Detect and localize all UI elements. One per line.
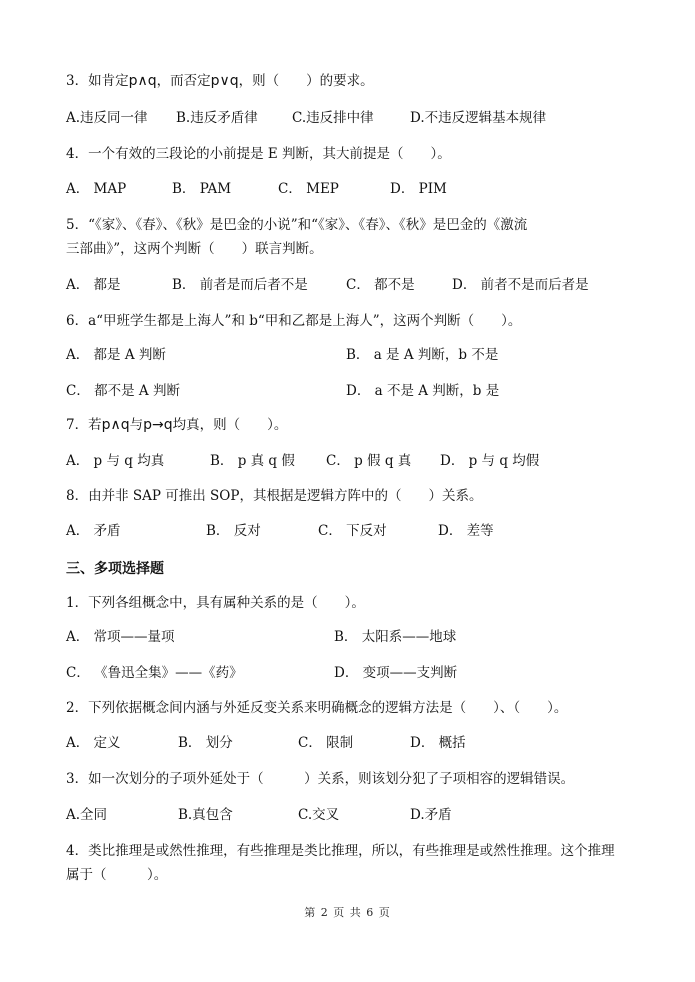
logic-expression: p∧q (128, 73, 157, 89)
multi-question-2-stem: 2．下列依据概念间内涵与外延反变关系来明确概念的逻辑方法是（ ）、（ ）。 (66, 700, 568, 716)
question-8-stem: 8．由并非 SAP 可推出 SOP，其根据是逻辑方阵中的（ ）关系。 (66, 488, 483, 504)
logic-expression: p→q (143, 417, 173, 433)
option-c: C． 都不是 A 判断 (66, 383, 180, 399)
option-a: A． 常项——量项 (66, 629, 175, 645)
option-b: B.违反矛盾律 (176, 110, 258, 126)
option-c: C.违反排中律 (292, 110, 374, 126)
option-c: C． MEP (278, 181, 339, 197)
section-title: 三、多项选择题 (66, 561, 164, 577)
option-a: A． 定义 (66, 735, 121, 751)
multi-question-3-stem: 3．如一次划分的子项外延处于（ ）关系，则该划分犯了子项相容的逻辑错误。 (66, 771, 575, 787)
option-c: C． 限制 (298, 735, 354, 751)
option-c: C.交叉 (298, 807, 340, 823)
option-d: D． 概括 (410, 735, 466, 751)
option-d: D． p 与 q 均假 (440, 453, 540, 469)
option-d: D.不违反逻辑基本规律 (410, 110, 547, 126)
option-a: A． MAP (66, 181, 127, 197)
option-b: B.真包含 (178, 807, 233, 823)
option-b: B． p 真 q 假 (210, 453, 295, 469)
option-b: B． 太阳系——地球 (334, 629, 457, 645)
option-d: D． 差等 (438, 523, 494, 539)
multi-question-4-stem-line2: 属于（ ）。 (66, 867, 168, 883)
option-d: D． 变项——支判断 (334, 665, 458, 681)
option-d: D． PIM (390, 181, 447, 197)
option-a: A． 都是 (66, 277, 121, 293)
option-a: A． p 与 q 均真 (66, 453, 165, 469)
option-c: C． 下反对 (318, 523, 387, 539)
page-number-footer: 第 2 页 共 6 页 (304, 906, 391, 919)
option-c: C． p 假 q 真 (326, 453, 412, 469)
option-a: A.违反同一律 (66, 110, 148, 126)
option-d: D.矛盾 (410, 807, 452, 823)
option-a: A． 矛盾 (66, 523, 121, 539)
question-7-stem: 7．若p∧q与p→q均真，则（ ）。 (66, 417, 288, 433)
logic-expression: p∨q (210, 73, 239, 89)
question-5-stem-line1: 5．“《家》、《春》、《秋》是巴金的小说”和“《家》、《春》、《秋》是巴金的《激流 (66, 217, 528, 233)
option-b: B． 划分 (178, 735, 233, 751)
question-6-stem: 6．a“甲班学生都是上海人”和 b“甲和乙都是上海人”，这两个判断（ ）。 (66, 313, 522, 329)
question-3-stem: 3．如肯定p∧q，而否定p∨q，则（ ）的要求。 (66, 73, 374, 89)
question-4-stem: 4．一个有效的三段论的小前提是 E 判断，其大前提是（ ）。 (66, 146, 451, 162)
option-b: B． PAM (172, 181, 232, 197)
option-b: B． 反对 (206, 523, 261, 539)
option-c: C． 都不是 (346, 277, 415, 293)
logic-expression: p∧q (101, 417, 130, 433)
multi-question-4-stem-line1: 4．类比推理是或然性推理，有些推理是类比推理，所以，有些推理是或然性推理。这个推理 (66, 843, 615, 859)
option-a: A． 都是 A 判断 (66, 347, 166, 363)
multi-question-1-stem: 1．下列各组概念中，具有属种关系的是（ ）。 (66, 595, 365, 611)
option-b: B． a 是 A 判断，b 不是 (346, 347, 499, 363)
question-5-stem-line2: 三部曲》”，这两个判断（ ）联言判断。 (66, 241, 323, 257)
option-d: D． 前者不是而后者是 (452, 277, 589, 293)
option-b: B． 前者是而后者不是 (172, 277, 308, 293)
option-d: D． a 不是 A 判断，b 是 (346, 383, 500, 399)
option-a: A.全同 (66, 807, 108, 823)
option-c: C． 《鲁迅全集》——《药》 (66, 665, 243, 681)
